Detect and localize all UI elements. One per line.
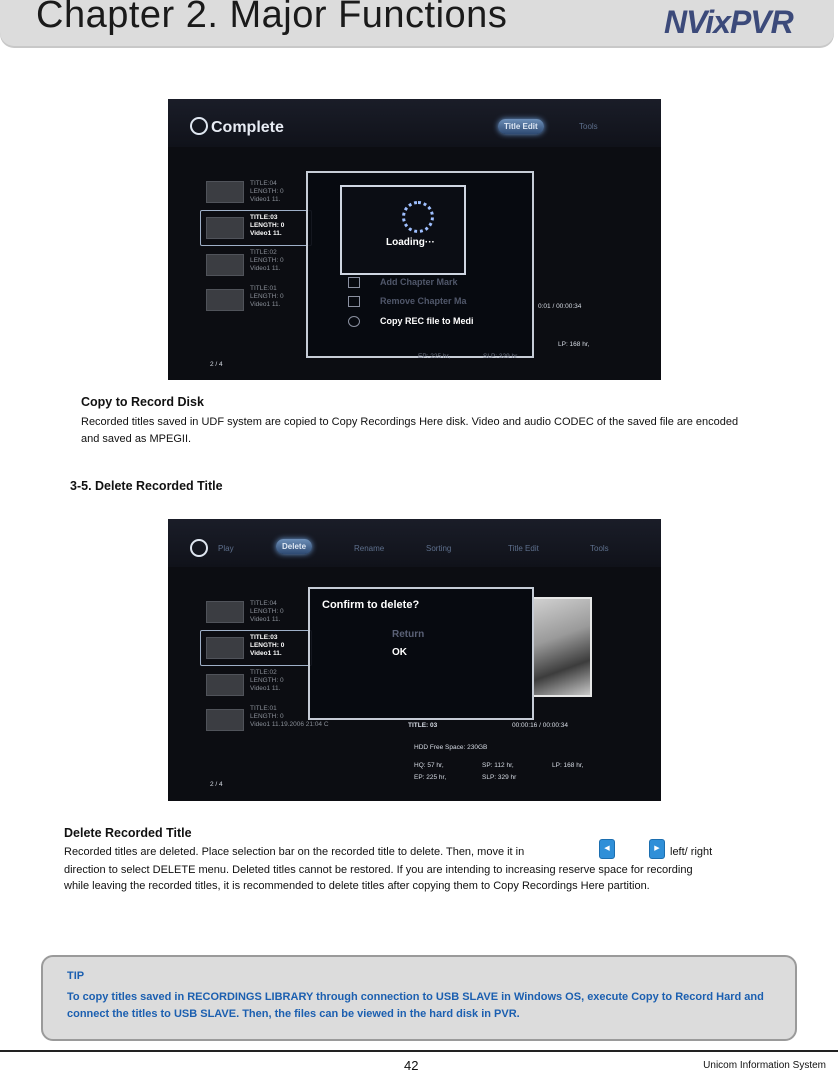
list-item[interactable]: [250, 285, 284, 309]
row-title: TITLE:01: [250, 705, 277, 712]
delete-title-heading: Delete Recorded Title: [64, 826, 192, 840]
row-title: TITLE:04: [250, 180, 277, 187]
row-length: LENGTH: 0: [250, 293, 284, 300]
sp-capacity: SP: 112 hr,: [482, 762, 514, 769]
play-circle-icon: [190, 117, 208, 135]
row-length: LENGTH: 0: [250, 608, 284, 615]
tab-delete[interactable]: Delete: [276, 539, 312, 554]
time-readout: 00:00:16 / 00:00:34: [512, 722, 569, 729]
footer-divider: [0, 1050, 838, 1052]
row-length: LENGTH: 0: [250, 188, 284, 195]
page-indicator: 2 / 4: [210, 781, 223, 788]
row-video: Video1 11.: [250, 196, 281, 203]
copy-disc-icon: [348, 316, 360, 327]
preview-image: [532, 597, 592, 697]
list-item[interactable]: [250, 180, 284, 204]
list-item[interactable]: [250, 214, 284, 238]
current-title-label: TITLE: 03: [408, 722, 438, 729]
copy-to-record-heading: Copy to Record Disk: [81, 395, 204, 409]
ep-capacity: EP: 225 hr,: [418, 353, 451, 360]
row-length: LENGTH: 0: [250, 222, 285, 229]
delete-body-line1: Recorded titles are deleted. Place selection bar on the recorded title to delete. Then, move it in: [64, 846, 525, 858]
page-indicator: 2 / 4: [210, 361, 223, 368]
row-title: TITLE:03: [250, 214, 278, 221]
tip-label: TIP: [67, 970, 85, 982]
tv-topbar: [168, 99, 661, 147]
left-arrow-icon: ◀: [599, 839, 615, 859]
row-video: Video1 11.: [250, 650, 282, 657]
delete-body-line2: direction to select DELETE menu. Deleted titles cannot be restored. If you are intending to increasing reserve space for recording: [64, 864, 693, 876]
tv-heading-label: Complete: [211, 119, 284, 136]
hdd-free-space: HDD Free Space: 230GB: [414, 744, 488, 751]
ep-capacity: EP: 225 hr,: [414, 774, 447, 781]
row-length: LENGTH: 0: [250, 677, 284, 684]
copy-to-record-body: Recorded titles saved in UDF system are copied to Copy Recordings Here disk. Video and audio CODEC of the saved file are encoded and saved as MPEGII.: [81, 416, 739, 445]
company-name: Unicom Information System: [703, 1060, 826, 1071]
row-video: Video1 11.: [250, 230, 282, 237]
loading-spinner-icon: [402, 201, 434, 233]
tab-title-edit[interactable]: Title Edit: [498, 119, 544, 134]
lp-capacity: LP: 168 hr,: [558, 341, 590, 348]
row-length: LENGTH: 0: [250, 642, 285, 649]
screenshot-copy-to-record: [168, 99, 661, 380]
slp-capacity: SLP: 329 hr: [483, 353, 518, 360]
return-option[interactable]: Return: [392, 629, 425, 640]
row-title: TITLE:02: [250, 249, 277, 256]
screenshot-delete-title: [168, 519, 661, 801]
title-thumbnail: [206, 674, 244, 696]
time-readout: 0:01 / 00:00:34: [538, 303, 582, 310]
chapter-header: [0, 0, 834, 46]
right-arrow-icon: ▶: [649, 839, 665, 859]
menu-copy-rec-file[interactable]: Copy REC file to Medi: [380, 316, 474, 326]
chapter-title: Chapter 2. Major Functions: [36, 0, 508, 36]
row-video: Video1 11.: [250, 265, 281, 272]
loading-text: Loading···: [386, 237, 435, 248]
row-video: Video1 11.19.2006 21:04 C: [250, 721, 329, 728]
tab-rename[interactable]: Rename: [354, 544, 385, 553]
confirm-text: Confirm to delete?: [322, 599, 420, 611]
remove-chapter-icon: [348, 296, 360, 307]
tab-title-edit[interactable]: Title Edit: [508, 544, 539, 553]
title-thumbnail: [206, 254, 244, 276]
delete-body-line3: while leaving the recorded titles, it is recommended to delete titles after copying them to Copy Recordings Here partition.: [64, 880, 650, 892]
edit-menu-popup: [306, 171, 534, 358]
row-video: Video1 11.: [250, 685, 281, 692]
title-thumbnail: [206, 217, 244, 239]
hq-capacity: HQ: 57 hr,: [414, 762, 444, 769]
menu-add-chapter-mark[interactable]: Add Chapter Mark: [380, 277, 458, 287]
confirm-delete-dialog: [308, 587, 534, 720]
delete-body-line1-end: left/ right: [670, 846, 713, 858]
row-title: TITLE:03: [250, 634, 278, 641]
list-item[interactable]: [250, 600, 284, 624]
tab-sorting[interactable]: Sorting: [426, 544, 452, 553]
tab-tools[interactable]: Tools: [590, 544, 609, 553]
ok-option[interactable]: OK: [392, 647, 407, 658]
loading-dialog: [340, 185, 466, 275]
title-thumbnail: [206, 181, 244, 203]
list-item[interactable]: [250, 249, 284, 273]
title-thumbnail: [206, 709, 244, 731]
tv-topbar: [168, 519, 661, 567]
lp-capacity: LP: 168 hr,: [552, 762, 584, 769]
brand-logo: NVixPVR: [664, 4, 793, 40]
tab-play[interactable]: Play: [218, 544, 234, 553]
tab-tools[interactable]: Tools: [579, 122, 598, 131]
slp-capacity: SLP: 329 hr: [482, 774, 517, 781]
tip-box: [41, 955, 797, 1041]
tv-heading: [190, 117, 284, 137]
tip-body: To copy titles saved in RECORDINGS LIBRARY through connection to USB SLAVE in Windows OS, execute Copy to Record Hard and connect the titles to USB SLAVE. Then, the files can be viewed in the hard disk in PVR.: [67, 991, 764, 1020]
row-title: TITLE:04: [250, 600, 277, 607]
row-video: Video1 11.: [250, 616, 281, 623]
row-title: TITLE:01: [250, 285, 277, 292]
title-thumbnail: [206, 289, 244, 311]
menu-remove-chapter-mark[interactable]: Remove Chapter Ma: [380, 296, 467, 306]
row-length: LENGTH: 0: [250, 257, 284, 264]
list-item[interactable]: [250, 669, 284, 693]
row-title: TITLE:02: [250, 669, 277, 676]
row-video: Video1 11.: [250, 301, 281, 308]
list-item[interactable]: [250, 634, 284, 658]
title-thumbnail: [206, 637, 244, 659]
play-circle-icon: [190, 539, 208, 557]
title-thumbnail: [206, 601, 244, 623]
page-number: 42: [404, 1058, 419, 1073]
row-length: LENGTH: 0: [250, 713, 284, 720]
section-heading-delete: 3-5. Delete Recorded Title: [70, 479, 223, 493]
chapter-mark-icon: [348, 277, 360, 288]
